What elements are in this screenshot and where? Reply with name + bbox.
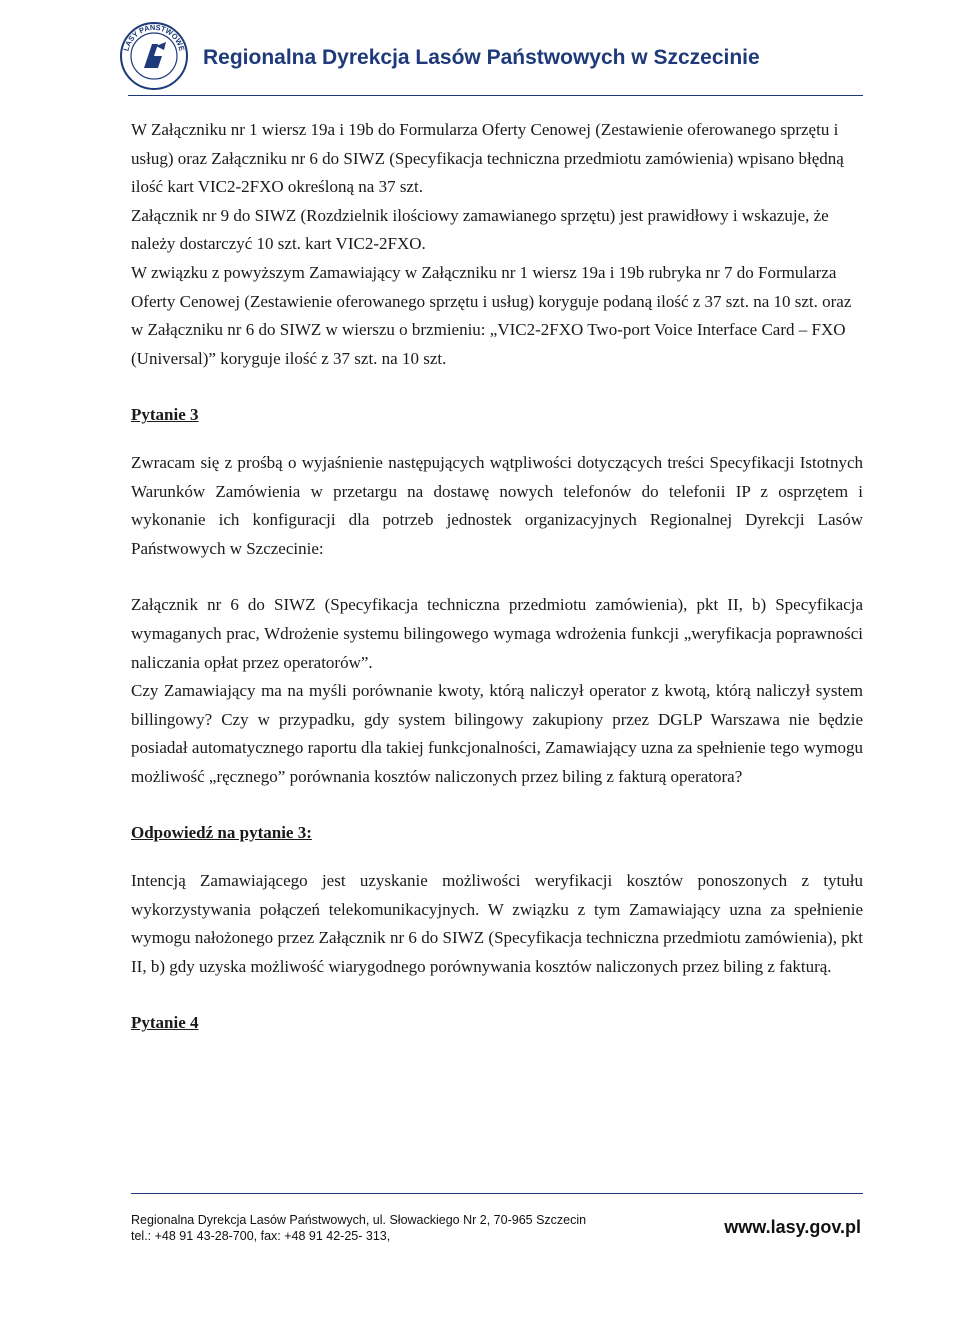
letter-footer — [131, 1193, 863, 1253]
footer-address: Regionalna Dyrekcja Lasów Państwowych, ul. Słowackiego Nr 2, 70-965 Szczecin — [131, 1213, 587, 1227]
paragraph-attachment-error: W Załączniku nr 1 wiersz 19a i 19b do Formularza Oferty Cenowej (Zestawienie oferowanego sprzętu i usług) oraz Załączniku nr 6 do SIWZ (Specyfikacja techniczna przedmiotu zamówienia) wpisano błędną ilość kart VIC2-2FXO określoną na 37 szt. — [131, 120, 844, 197]
footer-phone: tel.: +48 91 43-28-700, fax: +48 91 42-25- 313, — [131, 1229, 391, 1243]
paragraph-answer-3: Intencją Zamawiającego jest uzyskanie możliwości weryfikacji kosztów ponoszonych z tytułu wykorzystywania połączeń telekomunikacyjnych. W związku z tym Zamawiający uzna za spełnienie wymogu nałożonego przez Załącznik nr 6 do SIWZ (Specyfikacja techniczna przedmiotu zamówienia), pkt II, b) gdy uzyska możliwość wiarygodnego porównywania kosztów naliczonych przez biling z fakturą. — [131, 871, 863, 976]
heading-question-4: Pytanie 4 — [131, 1013, 199, 1033]
footer-website: www.lasy.gov.pl — [724, 1217, 861, 1237]
forest-emblem-icon — [118, 20, 190, 92]
paragraph-question-3-reference: Załącznik nr 6 do SIWZ (Specyfikacja techniczna przedmiotu zamówienia), pkt II, b) Specyfikacja wymaganych prac, Wdrożenie systemu bilingowego wymaga wdrożenia funkcji „weryfikacja poprawności naliczania opłat przez operatorów”. — [131, 595, 863, 672]
letterhead — [118, 18, 863, 96]
logo-text: LASY PAŃSTWOWE — [121, 22, 187, 52]
paragraph-question-3-body: Czy Zamawiający ma na myśli porównanie kwoty, którą naliczył operator z kwotą, którą naliczył system billingowy? Czy w przypadku, gdy system bilingowy zakupiony przez DGLP Warszawa nie będzie posiadał automatycznego raportu dla takiej funkcjonalności, Zamawiający uzna za spełnienie tego wymogu możliwość „ręcznego” porównania kosztów naliczonych przez biling z fakturą operatora? — [131, 681, 863, 786]
heading-question-3: Pytanie 3 — [131, 405, 199, 425]
paragraph-question-3-intro: Zwracam się z prośbą o wyjaśnienie następujących wątpliwości dotyczących treści Specyfikacji Istotnych Warunków Zamówienia w przetargu na dostawę nowych telefonów do telefonii IP z osprzętem i wykonanie ich konfiguracji dla potrzeb jednostek organizacyjnych Regionalnej Dyrekcji Lasów Państwowych w Szczecinie: — [131, 452, 863, 558]
footer-divider — [131, 1193, 863, 1194]
organization-title: Regionalna Dyrekcja Lasów Państwowych w Szczecinie — [203, 46, 760, 69]
paragraph-correction: W związku z powyższym Zamawiający w Załączniku nr 1 wiersz 19a i 19b rubryka nr 7 do Formularza Oferty Cenowej (Zestawienie oferowanego sprzętu i usług) koryguje podaną ilość z 37 szt. na 10 szt. oraz w Załączniku nr 6 do SIWZ w wierszu o brzmieniu: „VIC2-2FXO Two-port Voice Interface Card – FXO (Universal)” koryguje ilość z 37 szt. na 10 szt. — [131, 262, 852, 368]
heading-answer-3: Odpowiedź na pytanie 3: — [131, 823, 312, 843]
header-divider — [128, 95, 863, 96]
document-body — [131, 116, 863, 1038]
paragraph-attachment-9: Załącznik nr 9 do SIWZ (Rozdzielnik ilościowy zamawianego sprzętu) jest prawidłowy i wskazuje, że należy dostarczyć 10 szt. kart VIC2-2FXO. — [131, 205, 829, 254]
